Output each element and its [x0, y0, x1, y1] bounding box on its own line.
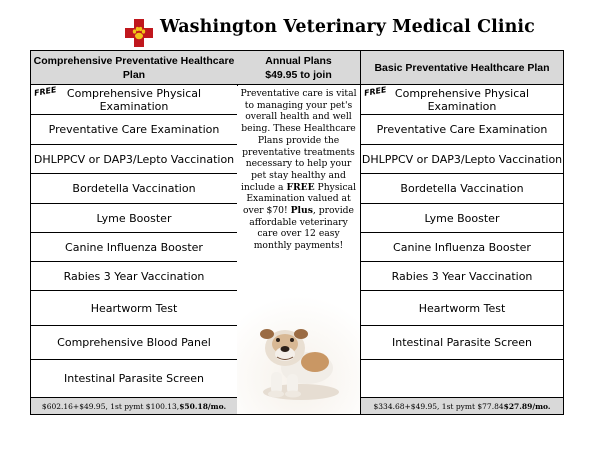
description-part: , provide affordable veterinary care over 12 easy monthly payments!: [249, 205, 354, 252]
annual-plans-header: [237, 51, 360, 85]
item-label: Heartworm Test: [418, 301, 506, 315]
plans-table: [30, 50, 564, 415]
list-item: [31, 326, 237, 360]
item-label: Intestinal Parasite Screen: [64, 372, 204, 385]
description-part: Physical Examination valued at over $70!: [243, 181, 357, 217]
item-label: Preventative Care Examination: [376, 123, 548, 136]
list-item: [361, 86, 563, 115]
list-item: [361, 115, 563, 145]
item-label: Lyme Booster: [424, 211, 500, 225]
item-label: Intestinal Parasite Screen: [392, 336, 532, 349]
list-item: [31, 262, 237, 291]
item-label: Bordetella Vaccination: [72, 182, 196, 195]
item-label: Rabies 3 Year Vaccination: [391, 269, 533, 283]
comprehensive-plan-header: Comprehensive Preventative Healthcare Plan: [31, 51, 237, 85]
clinic-title: Washington Veterinary Medical Clinic: [160, 17, 535, 37]
list-item: [361, 291, 563, 326]
page-header: [0, 6, 595, 42]
comprehensive-price: [31, 397, 237, 414]
list-item: [31, 115, 237, 145]
list-item: [361, 233, 563, 262]
item-label: Lyme Booster: [96, 211, 172, 225]
description-part: Preventative care is vital to managing your pet's overall health and well being. These Healthcare Plans provide the preventative treatments necessary to help your pet stay healthy and include a: [240, 88, 357, 193]
plan-description: [239, 88, 358, 252]
item-label: DHLPPCV or DAP3/Lepto Vaccination: [361, 152, 563, 166]
list-item: [361, 262, 563, 291]
item-label: Canine Influenza Booster: [393, 240, 531, 254]
list-item: [361, 204, 563, 233]
join-fee: $49.95 to join: [265, 68, 332, 81]
bulldog-photo: [237, 296, 360, 414]
red-cross-paw-icon: [125, 19, 153, 47]
item-label: DHLPPCV or DAP3/Lepto Vaccination: [33, 152, 235, 166]
list-item: [361, 145, 563, 174]
item-label: Comprehensive Blood Panel: [57, 336, 211, 349]
price-detail: $602.16+$49.95, 1st pymt $100.13,: [41, 401, 180, 411]
item-label: Comprehensive Physical Examination: [394, 87, 530, 113]
list-item: [31, 174, 237, 204]
plus-highlight: Plus: [290, 205, 313, 217]
annual-plans-column: [237, 51, 361, 414]
comprehensive-plan-column: [31, 51, 238, 414]
item-label: Bordetella Vaccination: [400, 182, 524, 195]
item-label: Preventative Care Examination: [48, 123, 220, 136]
list-item: [31, 204, 237, 233]
list-item: [361, 360, 563, 397]
item-label: Rabies 3 Year Vaccination: [63, 269, 205, 283]
list-item: [31, 145, 237, 174]
price-detail: $334.68+$49.95, 1st pymt $77.84: [373, 401, 504, 411]
list-item: [361, 174, 563, 204]
free-badge: FREE: [363, 85, 388, 98]
list-item: [361, 326, 563, 360]
free-highlight: FREE: [286, 181, 315, 193]
list-item: [31, 360, 237, 397]
annual-plans-title: Annual Plans: [265, 54, 332, 67]
item-label: Heartworm Test: [90, 301, 178, 315]
monthly-price: $27.89/mo.: [503, 401, 551, 411]
free-badge: FREE: [33, 85, 58, 98]
list-item: [31, 291, 237, 326]
list-item: [31, 233, 237, 262]
item-label: Comprehensive Physical Examination: [66, 87, 202, 113]
monthly-price: $50.18/mo.: [179, 401, 227, 411]
basic-price: [361, 397, 563, 414]
list-item: [31, 86, 237, 115]
basic-plan-column: [361, 51, 563, 414]
description-panel: [237, 86, 360, 414]
item-label: Canine Influenza Booster: [65, 240, 203, 254]
basic-plan-header: Basic Preventative Healthcare Plan: [361, 51, 563, 85]
